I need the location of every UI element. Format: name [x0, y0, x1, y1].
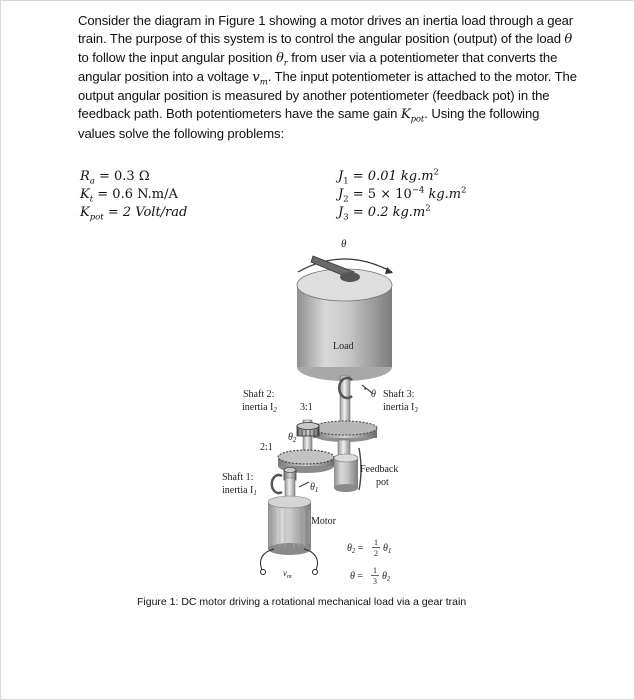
- vm-label: $v_m$: [283, 568, 292, 580]
- feedback-label-line2: pot: [376, 477, 389, 488]
- svg-text:3: 3: [373, 577, 377, 586]
- motor-label: Motor: [311, 516, 336, 527]
- load-label: Load: [333, 341, 354, 352]
- theta-top-label: θ: [341, 238, 347, 250]
- ratio-2-1-label: 2:1: [260, 442, 273, 453]
- value-kpot: $K_{pot} = 2$ Volt/rad: [80, 205, 188, 223]
- svg-text:1: 1: [374, 538, 378, 547]
- shaft-1-label-line2: inertia $I_1$: [222, 485, 257, 497]
- svg-text:θ2 =: $\theta_2$ =: [347, 543, 364, 555]
- figure-caption: Figure 1: DC motor driving a rotational mechanical load via a gear train: [137, 596, 467, 608]
- value-j3: $J_3 = 0.2$ $kg.m^2$: [338, 203, 431, 223]
- theta1-label: $\theta_1$: [310, 482, 319, 494]
- value-j2: $J_2 = 5 \times 10^{-4}$ $kg.m^2$: [338, 185, 467, 205]
- svg-text:2: 2: [374, 549, 378, 558]
- value-kt: $K_t = 0.6$ N.m/A: [80, 187, 178, 205]
- feedback-pot: [334, 440, 361, 492]
- gear-ratio-equation-1: [347, 538, 391, 558]
- svg-text:θ1: $\theta_1$: [383, 543, 392, 555]
- svg-text:θ =: θ =: [350, 571, 364, 582]
- kpot-symbol: $K_{pot}$: [400, 107, 425, 126]
- theta-symbol: θ: [564, 32, 573, 48]
- svg-text:1: 1: [373, 566, 377, 575]
- shaft-2-small-gear: [297, 423, 319, 437]
- ratio-3-1-label: 3:1: [300, 402, 313, 413]
- shaft-3-label-line2: inertia $I_3$: [383, 402, 418, 414]
- theta2-label: $\theta_2$: [288, 432, 297, 444]
- shaft-1-label-line1: Shaft 1:: [222, 472, 254, 483]
- shaft-2-label-line1: Shaft 2:: [243, 389, 275, 400]
- shaft-3-label-line1: Shaft 3:: [383, 389, 415, 400]
- svg-text:θ2: $\theta_2$: [382, 571, 391, 583]
- problem-statement: Consider the diagram in Figure 1 showing a motor drives an inertia load through a gear train. The purpose of this system is to control the angular position (output) of the load θ to follow the input angular position $\theta_r$ from user via a potentiometer that converts the angular position into a voltage $v_m$. The input potentiometer is attached to the motor. The output angular position is measured by another potentiometer (feedback pot) in the feedback path. Both potentiometers have the same gain $K_{pot}$. Using the following values solve the following problems:: [78, 13, 577, 141]
- gear-ratio-equation-2: [350, 566, 391, 586]
- vm-symbol: $v_m$: [252, 70, 268, 88]
- feedback-label-line1: Feedback: [360, 464, 399, 475]
- shaft-2-label-line2: inertia $I_2$: [242, 402, 277, 414]
- value-j1: $J_1 = 0.01$ $kg.m^2$: [338, 167, 439, 187]
- load-cylinder: [297, 269, 392, 381]
- motor: [268, 496, 311, 555]
- value-ra: $R_a = 0.3$ Ω: [80, 169, 150, 187]
- output-gear: [313, 421, 377, 442]
- theta-r-symbol: $\theta_r$: [275, 51, 288, 69]
- theta-output-label: θ: [371, 389, 376, 400]
